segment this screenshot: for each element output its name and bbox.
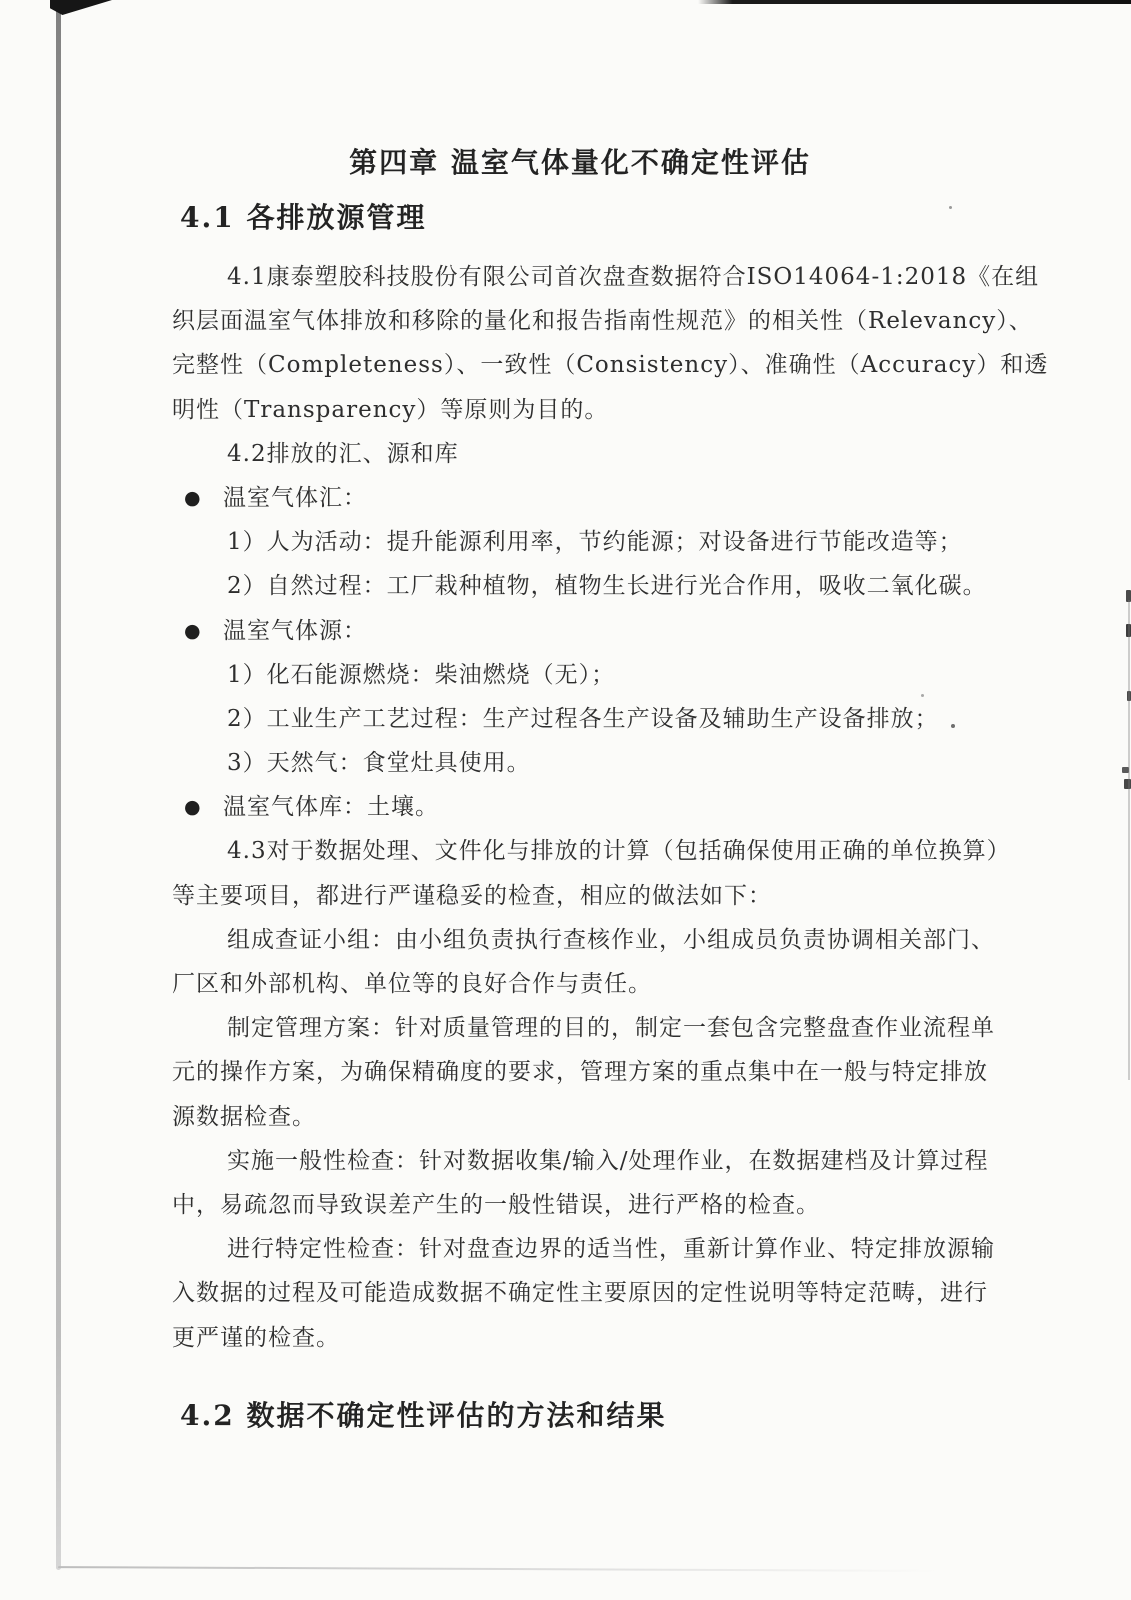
intro-paragraph-line: 明性（Transparency）等原则为目的。 (172, 396, 609, 423)
bullet-icon: ● (184, 619, 202, 642)
bullet-icon: ● (184, 486, 202, 509)
scan-top-edge-strip (698, 0, 1131, 4)
data-handling-line: 等主要项目，都进行严谨稳妥的检查，相应的做法如下： (172, 882, 772, 909)
ghg-sinks-item: 2）自然过程：工厂栽种植物，植物生长进行光合作用，吸收二氧化碳。 (227, 573, 987, 600)
management-plan-line: 制定管理方案：针对质量管理的目的，制定一套包含完整盘查作业流程单 (227, 1015, 995, 1042)
section-4-1-heading: 4.1 各排放源管理 (180, 201, 427, 234)
intro-paragraph-line: 织层面温室气体排放和移除的量化和报告指南性规范》的相关性（Relevancy）、 (172, 308, 1033, 335)
verification-team-line: 组成查证小组：由小组负责执行查核作业，小组成员负责协调相关部门、 (227, 926, 995, 953)
chapter-title: 第四章 温室气体量化不确定性评估 (349, 146, 811, 179)
ghg-sources-bullet (172, 609, 964, 653)
ghg-sources-item: 3）天然气：食堂灶具使用。 (227, 750, 531, 777)
intro-paragraph-line: 4.1康泰塑胶科技股份有限公司首次盘查数据符合ISO14064-1:2018《在组 (227, 264, 1040, 290)
scan-bottom-edge-line (58, 1566, 938, 1572)
ghg-reservoir-bullet (172, 785, 964, 829)
scan-speck (949, 206, 952, 209)
management-plan-line: 元的操作方案，为确保精确度的要求，管理方案的重点集中在一般与特定排放 (172, 1059, 988, 1086)
scan-left-edge-line (56, 0, 61, 1570)
data-handling-line: 4.3对于数据处理、文件化与排放的计算（包括确保使用正确的单位换算） (227, 838, 1011, 865)
specific-check-line: 更严谨的检查。 (172, 1324, 340, 1351)
management-plan-line: 源数据检查。 (172, 1103, 316, 1130)
bullet-icon: ● (184, 796, 202, 819)
ghg-sources-label: 温室气体源： (223, 617, 367, 644)
general-check-line: 实施一般性检查：针对数据收集/输入/处理作业，在数据建档及计算过程 (227, 1147, 989, 1174)
ghg-sources-item: 2）工业生产工艺过程：生产过程各生产设备及辅助生产设备排放； (227, 705, 939, 732)
specific-check-line: 入数据的过程及可能造成数据不确定性主要原因的定性说明等特定范畴，进行 (172, 1280, 988, 1307)
general-check-line: 中，易疏忽而导致误差产生的一般性错误，进行严格的检查。 (172, 1191, 820, 1218)
section-4-2-heading: 4.2 数据不确定性评估的方法和结果 (180, 1399, 667, 1432)
emissions-subsection-line: 4.2排放的汇、源和库 (227, 440, 459, 467)
ghg-sinks-item: 1）人为活动：提升能源利用率，节约能源；对设备进行节能改造等； (227, 529, 963, 556)
scan-right-edge-faint-line (1128, 600, 1130, 1080)
scan-top-left-corner-mark (50, 0, 112, 15)
ghg-sinks-label: 温室气体汇： (223, 484, 367, 511)
ghg-sinks-bullet (172, 476, 964, 520)
ghg-reservoir-label: 温室气体库：土壤。 (223, 794, 439, 821)
intro-paragraph-line: 完整性（Completeness）、一致性（Consistency）、准确性（Accuracy）和透 (172, 352, 1049, 379)
ghg-sources-item: 1）化石能源燃烧：柴油燃烧（无）； (227, 661, 616, 688)
specific-check-line: 进行特定性检查：针对盘查边界的适当性，重新计算作业、特定排放源输 (227, 1236, 995, 1263)
section-4-1-body (172, 255, 1049, 1360)
verification-team-line: 厂区和外部机构、单位等的良好合作与责任。 (172, 971, 652, 997)
